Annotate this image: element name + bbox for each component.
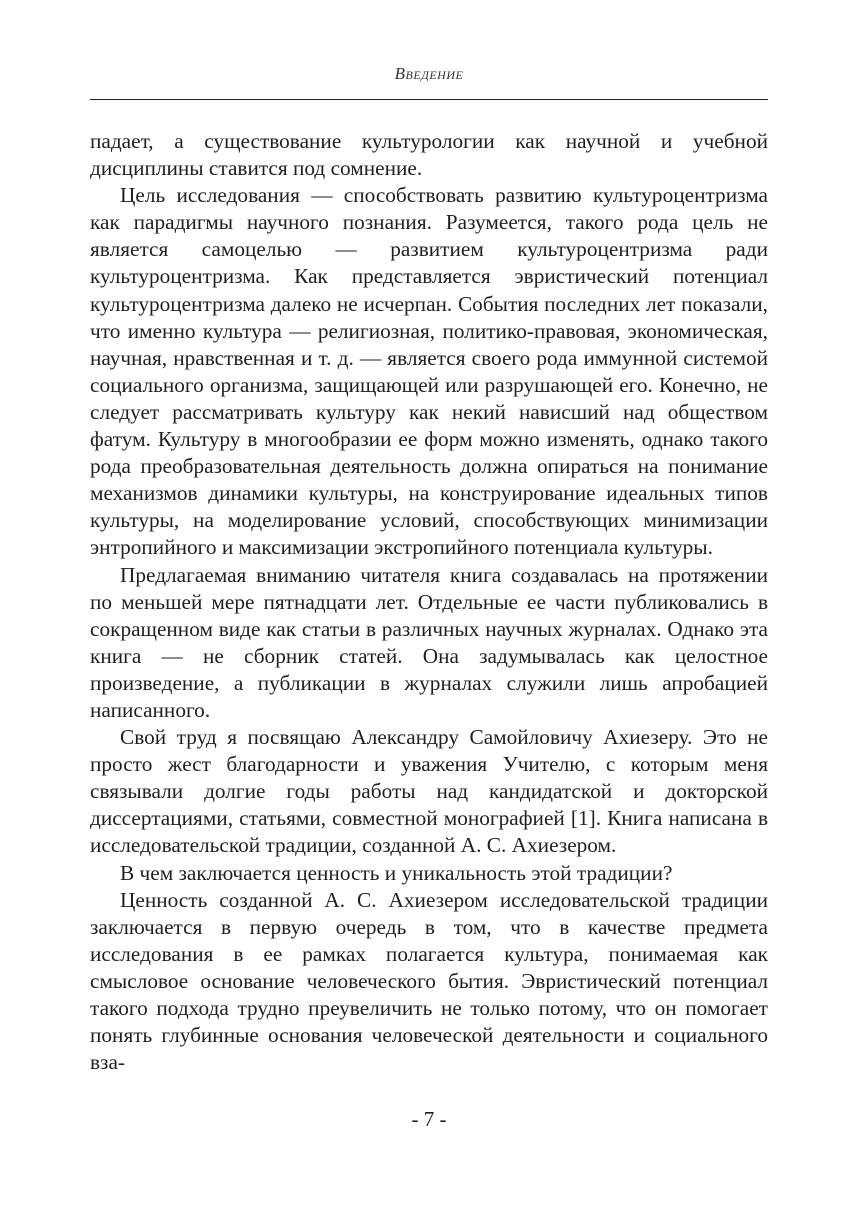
paragraph-dedication: Свой труд я посвящаю Александру Самойловичу Ахиезеру. Это не просто жест благодарности и уважения Учителю, с которым меня связывали долгие годы работы над кандидатской и докторской диссертациями, статьями, совместной монографией [1]. Книга написана в исследовательской традиции, созданной А. С. Ахиезером. — [90, 725, 768, 858]
body-text — [90, 128, 768, 1076]
page-number: - 7 - — [411, 1107, 447, 1131]
book-page — [90, 0, 768, 1211]
paragraph-book-history: Предлагаемая вниманию читателя книга создавалась на протяжении по меньшей мере пятнадцати лет. Отдельные ее части публиковались в сокращенном виде как статьи в различных научных журналах. Однако эта книга — не сборник статей. Она задумывалась как целостное произведение, а публикации в журналах служили лишь апробацией написанного. — [90, 562, 768, 722]
paragraph-tradition-value: Ценность созданной А. С. Ахиезером исследовательской традиции заключается в первую очередь в том, что в качестве предмета исследования в ее рамках полагается культура, понимаемая как смысловое основание человеческого бытия. Эвристический потенциал такого подхода трудно преувеличить не только потому, что он помогает понять глубинные основания человеческой деятельности и социального вза- — [90, 887, 768, 1075]
paragraph-research-goal: Цель исследования — способствовать развитию культуроцентризма как парадигмы научного познания. Разумеется, такого рода цель не является самоцелью — развитием культуроцентризма ради культуроцентризма. Как представляется эвристический потенциал культуроцентризма далеко не исчерпан. События последних лет показали, что именно культура — религиозная, политико-правовая, экономическая, научная, нравственная и т. д. — является своего рода иммунной системой социального организма, защищающей или разрушающей его. Конечно, не следует рассматривать культуру как некий нависший над обществом фатум. Культуру в многообразии ее форм можно изменять, однако такого рода преобразовательная деятельность должна опираться на понимание механизмов динамики культуры, на конструирование идеальных типов культуры, на моделирование условий, способствующих минимизации энтропийного и максимизации экстропийного потенциала культуры. — [90, 183, 768, 560]
paragraph-continued: падает, а существование культурологии как научной и учебной дисциплины ставится под сомнение. — [90, 129, 768, 181]
running-head: Введение — [394, 64, 464, 83]
paragraph-question: В чем заключается ценность и уникальность этой традиции? — [120, 860, 673, 885]
header-rule — [90, 99, 768, 100]
